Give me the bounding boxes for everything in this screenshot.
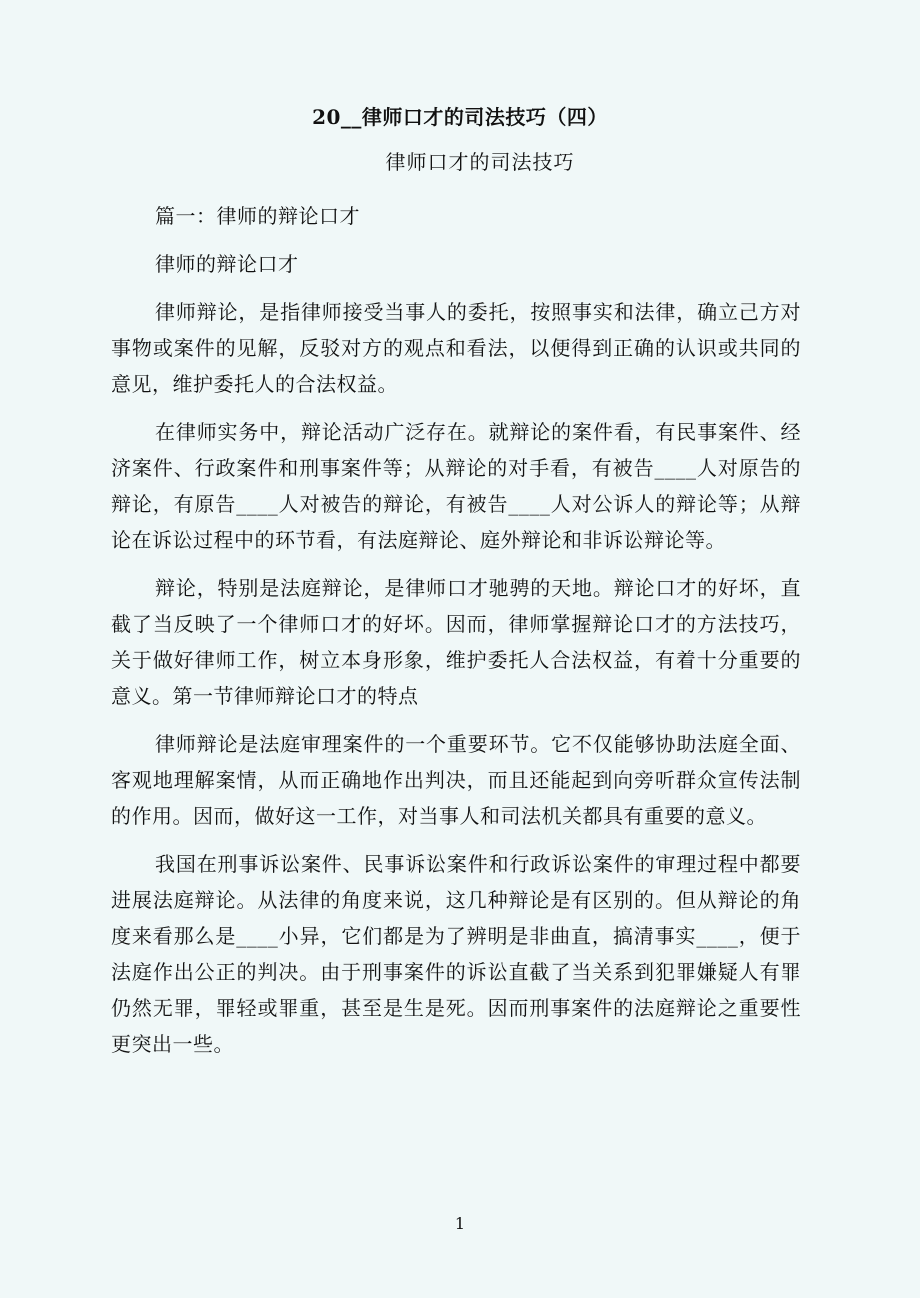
document-title: 20__律师口才的司法技巧（四） <box>312 105 608 129</box>
paragraph: 在律师实务中，辩论活动广泛存在。就辩论的案件看，有民事案件、经济案件、行政案件和刑事案件等；从辩论的对手看，有被告____人对原告的辩论，有原告____人对被告的辩论，有被告____人对公诉人的辩论等；从辩论在诉讼过程中的环节看，有法庭辩论、庭外辩论和非诉讼辩论等。 <box>111 420 801 552</box>
paragraph: 律师辩论，是指律师接受当事人的委托，按照事实和法律，确立己方对事物或案件的见解，反驳对方的观点和看法，以便得到正确的认识或共同的意见，维护委托人的合法权益。 <box>111 300 801 396</box>
document-body <box>111 198 801 1074</box>
paragraph: 律师辩论是法庭审理案件的一个重要环节。它不仅能够协助法庭全面、客观地理解案情，从而正确地作出判决，而且还能起到向旁听群众宣传法制的作用。因而，做好这一工作，对当事人和司法机关都具有重要的意义。 <box>111 732 801 828</box>
page-number: 1 <box>454 1214 466 1233</box>
section-heading: 篇一：律师的辩论口才 <box>155 204 360 228</box>
document-subtitle: 律师口才的司法技巧 <box>385 150 575 174</box>
paragraph: 辩论，特别是法庭辩论，是律师口才驰骋的天地。辩论口才的好坏，直截了当反映了一个律师口才的好坏。因而，律师掌握辩论口才的方法技巧，关于做好律师工作，树立本身形象，维护委托人合法权益，有着十分重要的意义。第一节律师辩论口才的特点 <box>111 576 801 708</box>
section-subheading: 律师的辩论口才 <box>155 252 299 276</box>
paragraph: 我国在刑事诉讼案件、民事诉讼案件和行政诉讼案件的审理过程中都要进展法庭辩论。从法律的角度来说，这几种辩论是有区别的。但从辩论的角度来看那么是____小异，它们都是为了辨明是非曲直，搞清事实____，便于法庭作出公正的判决。由于刑事案件的诉讼直截了当关系到犯罪嫌疑人有罪仍然无罪，罪轻或罪重，甚至是生是死。因而刑事案件的法庭辩论之重要性更突出一些。 <box>111 852 801 1056</box>
